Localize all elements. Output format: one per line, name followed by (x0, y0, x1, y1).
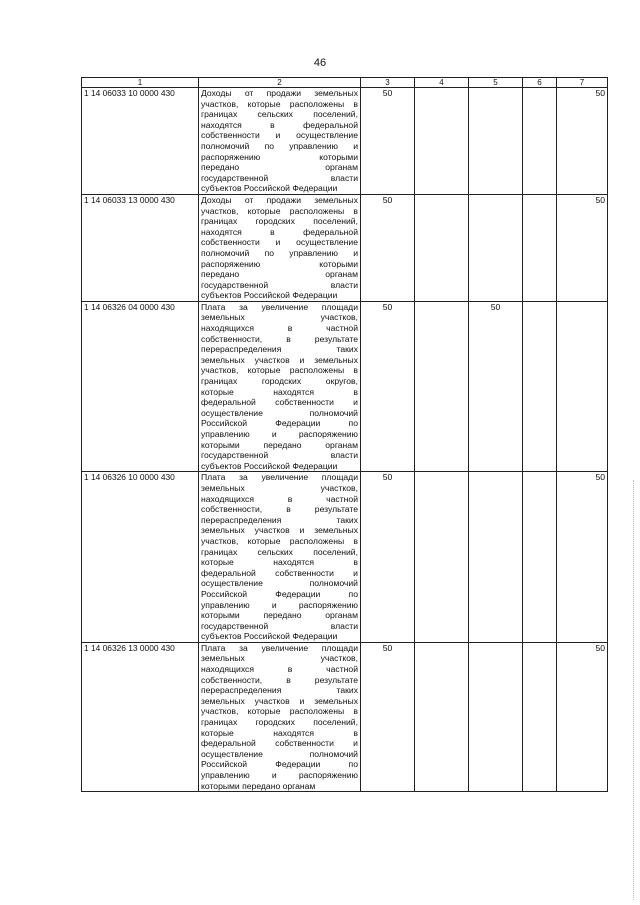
revenue-name-line: субъектов Российской Федерации (201, 290, 338, 301)
budget-classification-code: 1 14 06326 10 0000 430 (82, 472, 199, 643)
revenue-name-line: участков, которые расположены в (201, 535, 358, 546)
revenue-name-line: которые находятся в (201, 386, 358, 397)
revenue-name-line: Плата за увеличение площади (201, 642, 358, 653)
column-header-3: 3 (361, 78, 415, 88)
revenue-name-line: границах сельских поселений, (201, 109, 358, 120)
revenue-name-line: Доходы от продажи земельных (201, 88, 358, 98)
revenue-name-line: полномочий по управлению и (201, 140, 358, 151)
revenue-name-line: осуществление полномочий (201, 578, 358, 589)
value-col-6 (523, 301, 557, 472)
revenue-name-line: перераспределения таких (201, 514, 358, 525)
revenue-name-line: передано органам (201, 162, 358, 173)
budget-classification-code: 1 14 06033 13 0000 430 (82, 194, 199, 301)
value-col-6 (523, 642, 557, 791)
revenue-name-line: полномочий по управлению и (201, 247, 358, 258)
revenue-name-line: перераспределения таких (201, 685, 358, 696)
revenue-name-line: земельных участков, (201, 482, 358, 493)
column-header-2: 2 (199, 78, 361, 88)
revenue-name-line: Российской Федерации по (201, 418, 358, 429)
revenue-name-line: земельных участков и земельных (201, 354, 358, 365)
revenue-name-line: которыми передано органам (201, 610, 358, 621)
revenue-name-line: собственности и осуществление (201, 237, 358, 248)
value-col-3: 50 (361, 194, 415, 301)
value-col-4 (415, 301, 469, 472)
revenue-name (199, 88, 361, 195)
revenue-name-line: Российской Федерации по (201, 759, 358, 770)
revenue-name-line: федеральной собственности и (201, 567, 358, 578)
value-col-5: 50 (469, 301, 523, 472)
budget-classification-code: 1 14 06326 13 0000 430 (82, 642, 199, 791)
revenue-name-line: участков, которые расположены в (201, 365, 358, 376)
value-col-4 (415, 642, 469, 791)
revenue-name-line: земельных участков, (201, 653, 358, 664)
revenue-name-line: государственной власти (201, 620, 358, 631)
revenue-name-line: управлению и распоряжению (201, 599, 358, 610)
value-col-3: 50 (361, 301, 415, 472)
value-col-5 (469, 194, 523, 301)
value-col-7: 50 (557, 472, 608, 643)
revenue-name-line: границах городских поселений, (201, 216, 358, 227)
table-row (82, 194, 608, 301)
budget-classification-code: 1 14 06326 04 0000 430 (82, 301, 199, 472)
table-body (82, 88, 608, 792)
value-col-6 (523, 88, 557, 195)
revenue-name-line: передано органам (201, 269, 358, 280)
revenue-name-line: собственности и осуществление (201, 130, 358, 141)
value-col-5 (469, 642, 523, 791)
revenue-name-line: управлению и распоряжению (201, 429, 358, 439)
revenue-name-line: Плата за увеличение площади (201, 301, 358, 312)
value-col-3: 50 (361, 472, 415, 643)
revenue-name (199, 301, 361, 472)
revenue-name-line: управлению и распоряжению (201, 770, 358, 780)
revenue-name-line: осуществление полномочий (201, 748, 358, 759)
revenue-name (199, 194, 361, 301)
revenue-name-line: находящихся в частной (201, 323, 358, 334)
revenue-name-line: распоряжению которыми (201, 151, 358, 162)
column-header-7: 7 (557, 78, 608, 88)
value-col-3: 50 (361, 88, 415, 195)
value-col-3: 50 (361, 642, 415, 791)
revenue-name-line: федеральной собственности и (201, 397, 358, 408)
value-col-5 (469, 472, 523, 643)
revenue-name-line: Доходы от продажи земельных (201, 194, 358, 205)
revenue-name-line: субъектов Российской Федерации (201, 460, 338, 471)
revenue-name-line: перераспределения таких (201, 344, 358, 355)
revenue-name-line: собственности, в результате (201, 504, 358, 515)
revenue-name-line: которые находятся в (201, 727, 358, 738)
value-col-7: 50 (557, 88, 608, 195)
revenue-name-line: государственной власти (201, 279, 358, 290)
revenue-name-line: Российской Федерации по (201, 588, 358, 599)
value-col-5 (469, 88, 523, 195)
budget-classification-code: 1 14 06033 10 0000 430 (82, 88, 199, 195)
table-row (82, 88, 608, 195)
scan-edge-marks (633, 480, 636, 900)
revenue-name-line: находящихся в частной (201, 664, 358, 675)
value-col-7: 50 (557, 642, 608, 791)
revenue-name-line: границах городских округов, (201, 376, 358, 387)
revenue-name-line: которые находятся в (201, 557, 358, 568)
revenue-name-line: Плата за увеличение площади (201, 472, 358, 483)
table-row (82, 642, 608, 791)
revenue-name-line: собственности, в результате (201, 333, 358, 344)
revenue-name-line: субъектов Российской Федерации (201, 183, 338, 194)
page-number: 46 (313, 57, 327, 69)
revenue-table (81, 77, 608, 792)
value-col-7: 50 (557, 194, 608, 301)
revenue-name (199, 472, 361, 643)
column-header-4: 4 (415, 78, 469, 88)
revenue-name-line: субъектов Российской Федерации (201, 631, 338, 642)
revenue-name-line: границах сельских поселений, (201, 546, 358, 557)
revenue-name-line: земельных участков и земельных (201, 695, 358, 706)
revenue-name-line: земельных участков, (201, 312, 358, 323)
revenue-name-line: участков, которые расположены в (201, 98, 358, 109)
value-col-4 (415, 194, 469, 301)
revenue-name-line: находятся в федеральной (201, 226, 358, 237)
column-header-5: 5 (469, 78, 523, 88)
column-header-1: 1 (82, 78, 199, 88)
value-col-4 (415, 472, 469, 643)
revenue-name-line: федеральной собственности и (201, 738, 358, 749)
revenue-name-line: участков, которые расположены в (201, 706, 358, 717)
table-row (82, 472, 608, 643)
revenue-name-line: которыми передано органам (201, 780, 316, 791)
revenue-name-line: государственной власти (201, 172, 358, 183)
revenue-name-line: распоряжению которыми (201, 258, 358, 269)
revenue-name-line: земельных участков и земельных (201, 525, 358, 536)
revenue-name-line: которыми передано органам (201, 439, 358, 450)
value-col-4 (415, 88, 469, 195)
column-header-6: 6 (523, 78, 557, 88)
table-row (82, 301, 608, 472)
revenue-name-line: осуществление полномочий (201, 407, 358, 418)
revenue-name (199, 642, 361, 791)
revenue-name-line: участков, которые расположены в (201, 205, 358, 216)
revenue-name-line: государственной власти (201, 450, 358, 461)
revenue-name-line: собственности, в результате (201, 674, 358, 685)
revenue-name-line: границах городских поселений, (201, 717, 358, 728)
revenue-name-line: находящихся в частной (201, 493, 358, 504)
revenue-name-line: находятся в федеральной (201, 119, 358, 130)
value-col-6 (523, 472, 557, 643)
value-col-6 (523, 194, 557, 301)
column-number-row (82, 78, 608, 88)
value-col-7 (557, 301, 608, 472)
